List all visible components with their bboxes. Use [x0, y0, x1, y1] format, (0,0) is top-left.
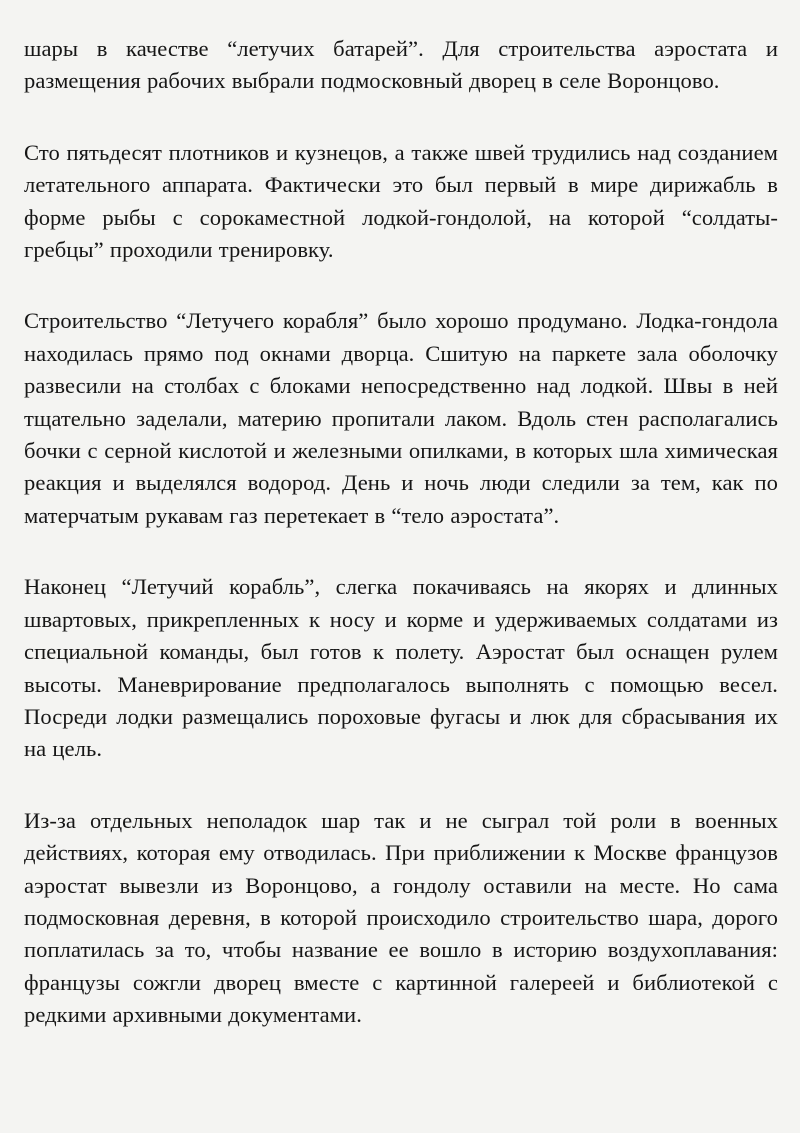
paragraph-5: Из-за отдельных неполадок шар так и не сыграл той роли в военных действиях, которая ему отводилась. При приближении к Москве французов аэростат вывезли из Воронцово, а гондолу оставили на месте. Но сама подмосковная деревня, в которой происходило строительство шара, дорого поплатилась за то, чтобы название ее вошло в историю воздухоплавания: французы сожгли дворец вместе с картинной галереей и библиотекой с редкими архивными документами. — [24, 807, 778, 1028]
paragraph-2: Сто пятьдесят плотников и кузнецов, а также швей трудились над созданием летательного аппарата. Фактически это был первый в мире дирижабль в форме рыбы с сорокаместной лодкой-гондолой, на которой “солдаты-гребцы” проходили тренировку. — [24, 139, 778, 263]
paragraph-3: Строительство “Летучего корабля” было хорошо продумано. Лодка-гондола находилась прямо под окнами дворца. Сшитую на паркете зала оболочку развесили на столбах с блоками непосредственно над лодкой. Швы в ней тщательно заделали, материю пропитали лаком. Вдоль стен располагались бочки с серной кислотой и железными опилками, в которых шла химическая реакция и выделялся водород. День и ночь люди следили за тем, как по матерчатым рукавам газ перетекает в “тело аэростата”. — [24, 308, 778, 528]
paragraph-1: шары в качестве “летучих батарей”. Для строительства аэростата и размещения рабочих выбрали подмосковный дворец в селе Воронцово. — [24, 36, 778, 94]
paragraph-4: Наконец “Летучий корабль”, слегка покачиваясь на якорях и длинных швартовых, прикрепленных к носу и корме и удерживаемых солдатами из специальной команды, был готов к полету. Аэростат был оснащен рулем высоты. Маневрирование предполагалось выполнять с помощью весел. Посреди лодки размещались пороховые фугасы и люк для сбрасывания их на цель. — [24, 574, 778, 762]
